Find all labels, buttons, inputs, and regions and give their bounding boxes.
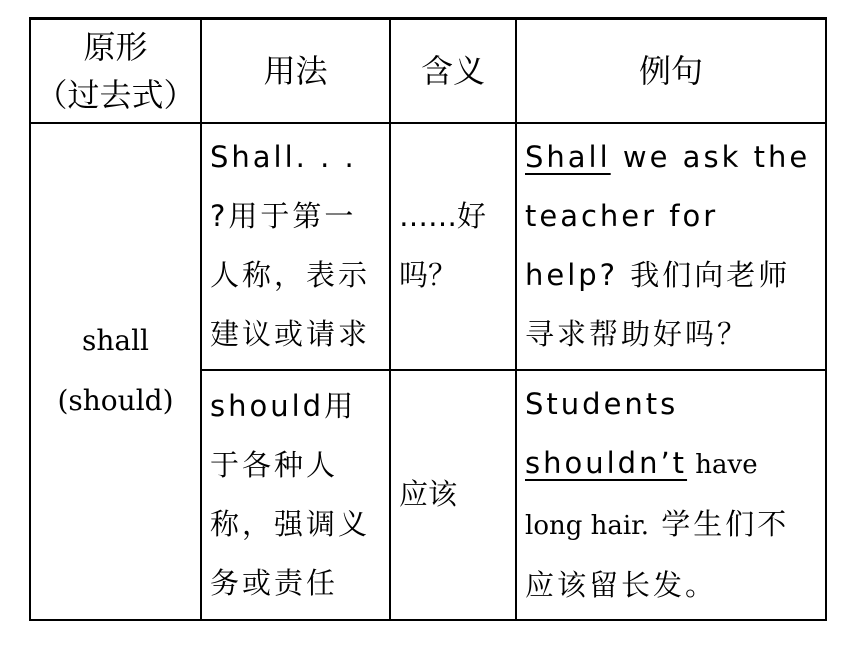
header-example: 例句 — [516, 19, 826, 123]
header-row — [30, 19, 826, 123]
meaning-text: 应该 — [399, 477, 458, 511]
header-form-line2: （过去式） — [35, 75, 196, 114]
example-en: we ask the teacher for help? — [525, 140, 811, 292]
usage-lead: Shall. . . ? — [210, 140, 357, 233]
form-cell — [30, 123, 201, 620]
example-keyword: shouldn’t — [525, 445, 688, 480]
example-keyword: Shall — [525, 140, 611, 174]
meaning-cell — [390, 123, 516, 370]
usage-text: 用于第一人称，表示建议或请求 — [210, 199, 371, 351]
example-zh: 我们向老师寻求帮助好吗？ — [525, 258, 791, 351]
usage-lead: should — [210, 388, 325, 423]
usage-text: 用于各种人称，强调义务或责任 — [210, 388, 371, 600]
table-row — [30, 123, 826, 370]
form-past: (should) — [57, 384, 174, 417]
header-meaning: 含义 — [390, 19, 516, 123]
header-form — [30, 19, 201, 123]
header-form-line1: 原形 — [83, 27, 148, 66]
meaning-cell — [390, 370, 516, 620]
usage-cell — [201, 370, 390, 620]
header-usage: 用法 — [201, 19, 390, 123]
example-cell — [516, 123, 826, 370]
form-base: shall — [81, 324, 149, 357]
example-en-lead: Students — [525, 386, 679, 421]
example-cell — [516, 370, 826, 620]
usage-cell — [201, 123, 390, 370]
meaning-text: ……好吗？ — [399, 199, 487, 292]
example-zh: 学生们不应该留长发。 — [525, 506, 790, 602]
grammar-table — [29, 17, 827, 621]
example-en: have long hair. — [525, 449, 758, 541]
